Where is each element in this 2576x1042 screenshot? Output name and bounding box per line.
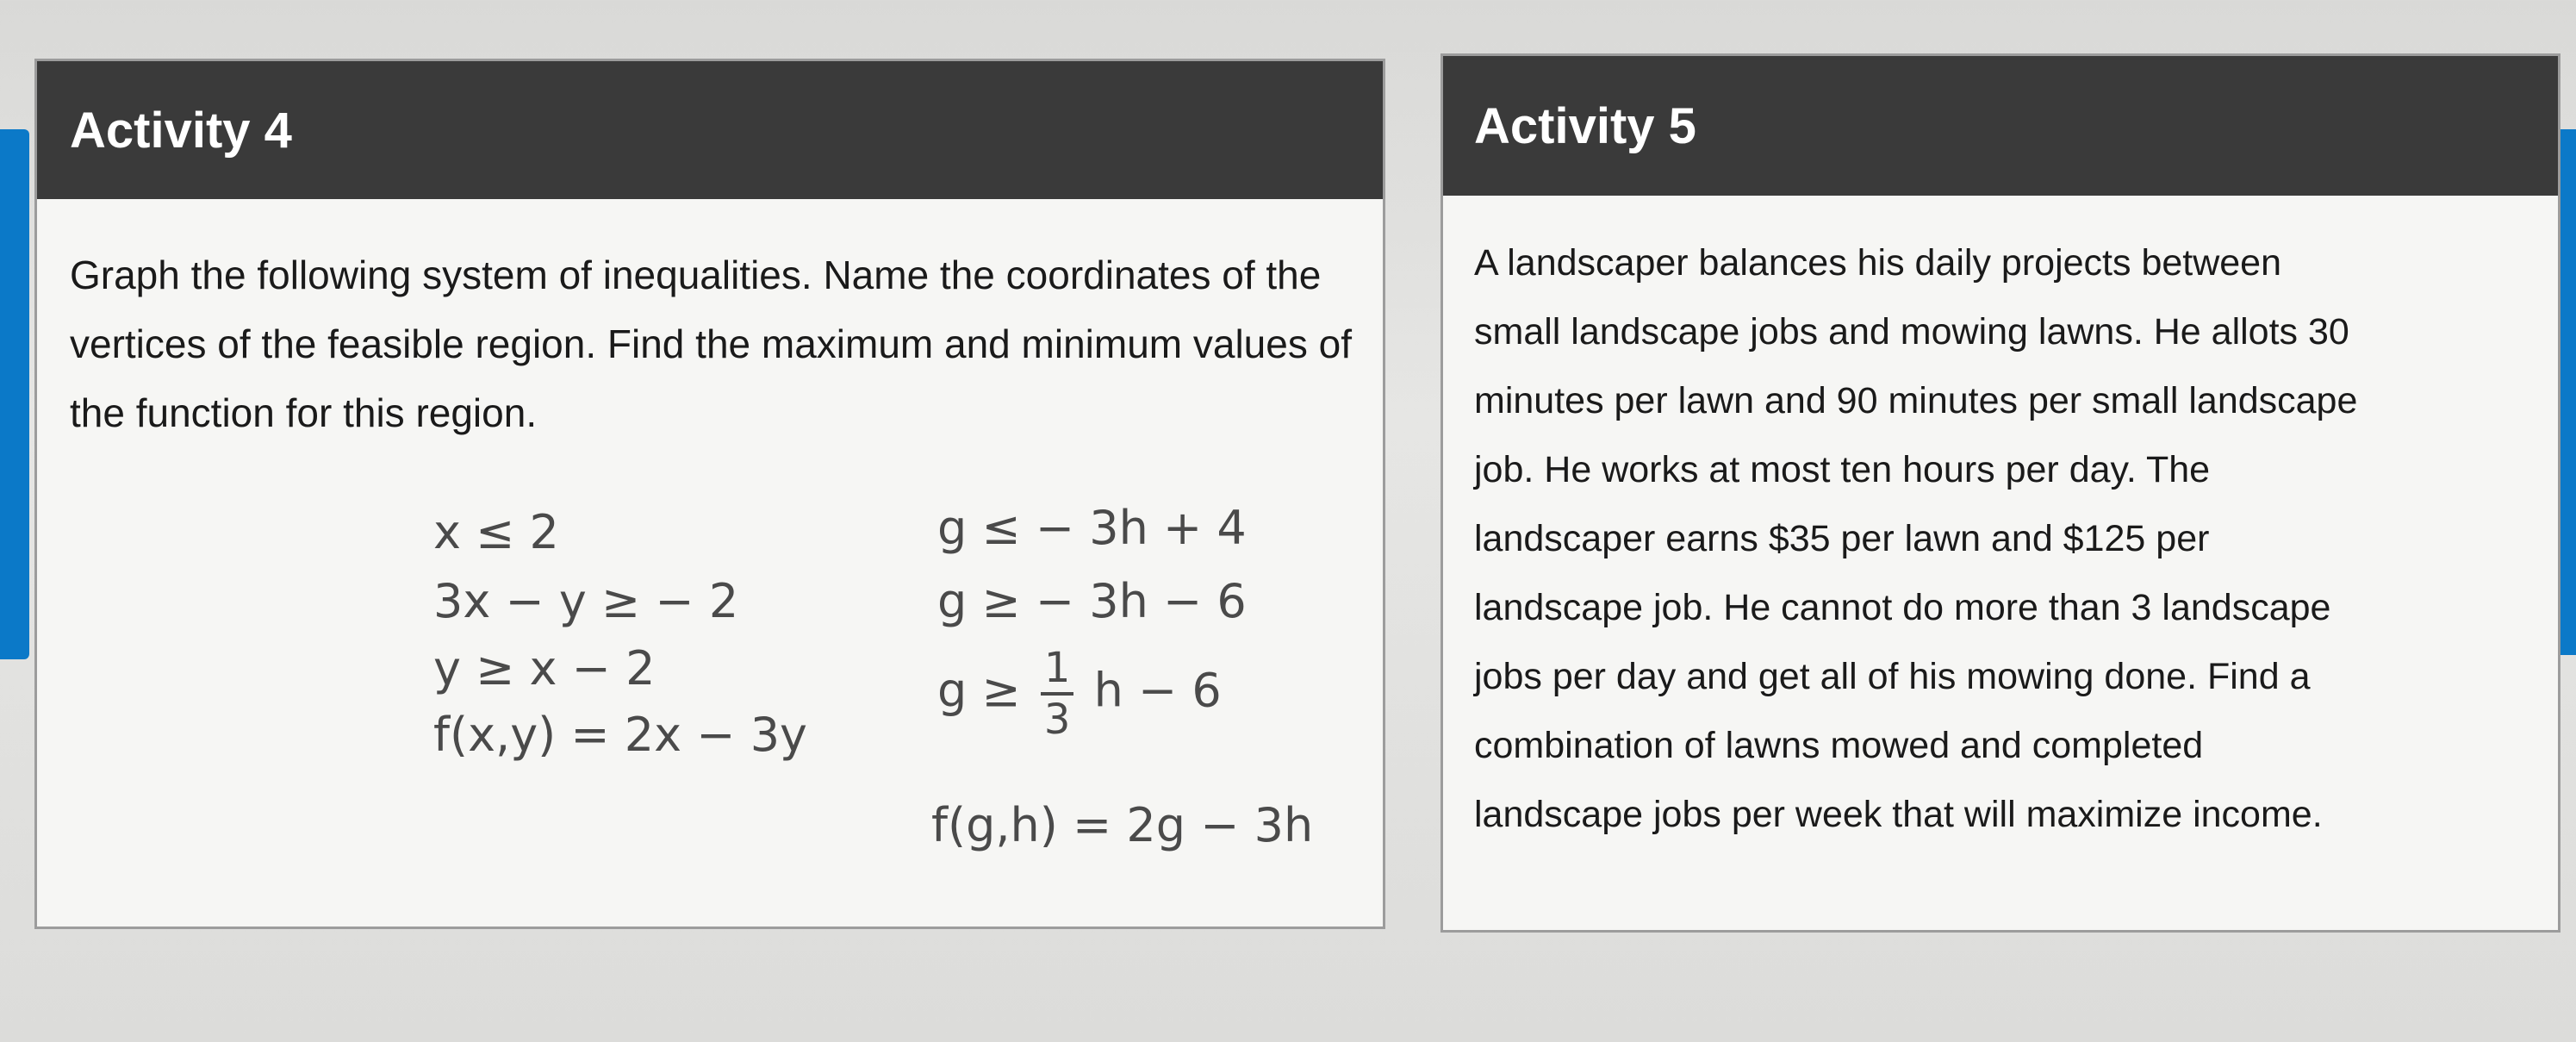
activity-4-header [37,61,1383,199]
problem-line: landscape job. He cannot do more than 3 landscape [1474,587,2331,628]
activity-4-instructions: Graph the following system of inequalities. Name the coordinates of the vertices of the feasible region. Find the maximum and minimum values of the function for this region. [70,253,1352,435]
problem-line: landscape jobs per week that will maximize income. [1474,794,2323,835]
activity-5-card [1440,53,2560,933]
one-third-fraction [1041,644,1074,744]
problem-line: landscaper earns $35 per lawn and $125 per [1474,518,2210,559]
gh-inequality-3-suffix: h − 6 [1093,663,1222,718]
problem-line: combination of lawns mowed and completed [1474,725,2204,766]
activity-5-title: Activity 5 [1474,97,1696,154]
fraction-denominator: 3 [1043,696,1071,744]
gh-inequality-2: g ≥ − 3h − 6 [937,574,1247,628]
xy-inequality-3: y ≥ x − 2 [433,641,656,696]
gh-objective-function: f(g,h) = 2g − 3h [931,798,1314,852]
problem-line: small landscape jobs and mowing lawns. He allots 30 [1474,311,2349,353]
activity-5-header [1443,56,2558,196]
xy-inequality-2: 3x − y ≥ − 2 [433,574,739,628]
problem-line: A landscaper balances his daily projects between [1474,242,2282,284]
activity-4-card [34,59,1385,929]
problem-line: jobs per day and get all of his mowing done. Find a [1474,656,2311,697]
activity-5-problem-text [1474,228,2542,849]
gh-inequality-1: g ≤ − 3h + 4 [937,501,1247,555]
gh-inequality-3-prefix: g ≥ [937,663,1021,718]
problem-line: job. He works at most ten hours per day. The [1474,449,2211,490]
problem-line: minutes per lawn and 90 minutes per small landscape [1474,380,2358,421]
fraction-numerator: 1 [1041,647,1074,696]
gh-inequality-3 [937,644,1222,744]
left-side-tab [0,129,29,659]
activity-4-title: Activity 4 [70,102,292,159]
xy-inequality-1: x ≤ 2 [433,505,559,559]
xy-objective-function: f(x,y) = 2x − 3y [433,708,808,762]
